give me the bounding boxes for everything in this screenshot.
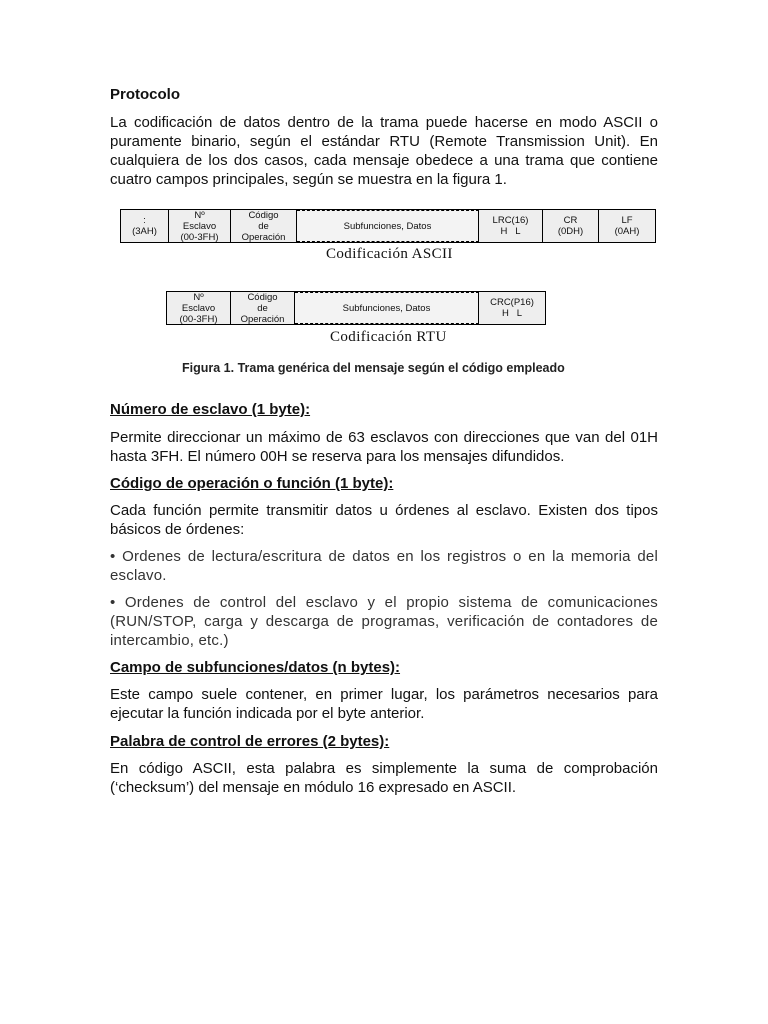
rtu-field-slave: Nº Esclavo (00-3FH) <box>167 292 231 324</box>
rtu-frame <box>166 291 546 325</box>
ascii-caption: Codificación ASCII <box>326 246 453 262</box>
ascii-field-opcode: Código de Operación <box>231 210 297 242</box>
heading-opcode: Código de operación o función (1 byte): <box>110 475 394 492</box>
rtu-field-data: Subfunciones, Datos <box>295 292 479 324</box>
rtu-field-crc: CRC(P16) H L <box>479 292 545 324</box>
paragraph-subfunctions: Este campo suele contener, en primer lugar, los parámetros necesarios para ejecutar la función indicada por el byte anterior. <box>110 686 658 722</box>
ascii-field-data: Subfunciones, Datos <box>297 210 479 242</box>
paragraph-slave-number: Permite direccionar un máximo de 63 esclavos con direcciones que van del 01H hasta 3FH. El número 00H se reserva para los mensajes difundidos. <box>110 429 658 465</box>
intro-paragraph: La codificación de datos dentro de la trama puede hacerse en modo ASCII o puramente binario, según el estándar RTU (Remote Transmission Unit). En cualquiera de los dos casos, cada mensaje obedece a una trama que contiene cuatro campos principales, según se muestra en la figura 1. <box>110 114 658 188</box>
heading-subfunctions: Campo de subfunciones/datos (n bytes): <box>110 659 401 676</box>
figure-caption: Figura 1. Trama genérica del mensaje según el código empleado <box>182 361 565 375</box>
list-item-control: • Ordenes de control del esclavo y el propio sistema de comunicaciones (RUN/STOP, carga y descarga de programas, verificación de contadores de intercambio, etc.) <box>110 594 658 649</box>
ascii-field-lrc: LRC(16) H L <box>479 210 543 242</box>
ascii-frame <box>120 209 656 243</box>
paragraph-opcode: Cada función permite transmitir datos u órdenes al esclavo. Existen dos tipos básicos de órdenes: <box>110 502 658 538</box>
section-title: Protocolo <box>110 86 180 103</box>
heading-slave-number: Número de esclavo (1 byte): <box>110 401 311 418</box>
ascii-field-start: : (3AH) <box>121 210 169 242</box>
rtu-field-opcode: Código de Operación <box>231 292 295 324</box>
heading-error-control: Palabra de control de errores (2 bytes): <box>110 733 390 750</box>
ascii-field-slave: Nº Esclavo (00-3FH) <box>169 210 231 242</box>
ascii-field-cr: CR (0DH) <box>543 210 599 242</box>
paragraph-error-control: En código ASCII, esta palabra es simplemente la suma de comprobación (‘checksum’) del mensaje en módulo 16 expresado en ASCII. <box>110 760 658 796</box>
rtu-caption: Codificación RTU <box>330 329 447 345</box>
list-item-read-write: • Ordenes de lectura/escritura de datos en los registros o en la memoria del esclavo. <box>110 548 658 584</box>
ascii-field-lf: LF (0AH) <box>599 210 655 242</box>
